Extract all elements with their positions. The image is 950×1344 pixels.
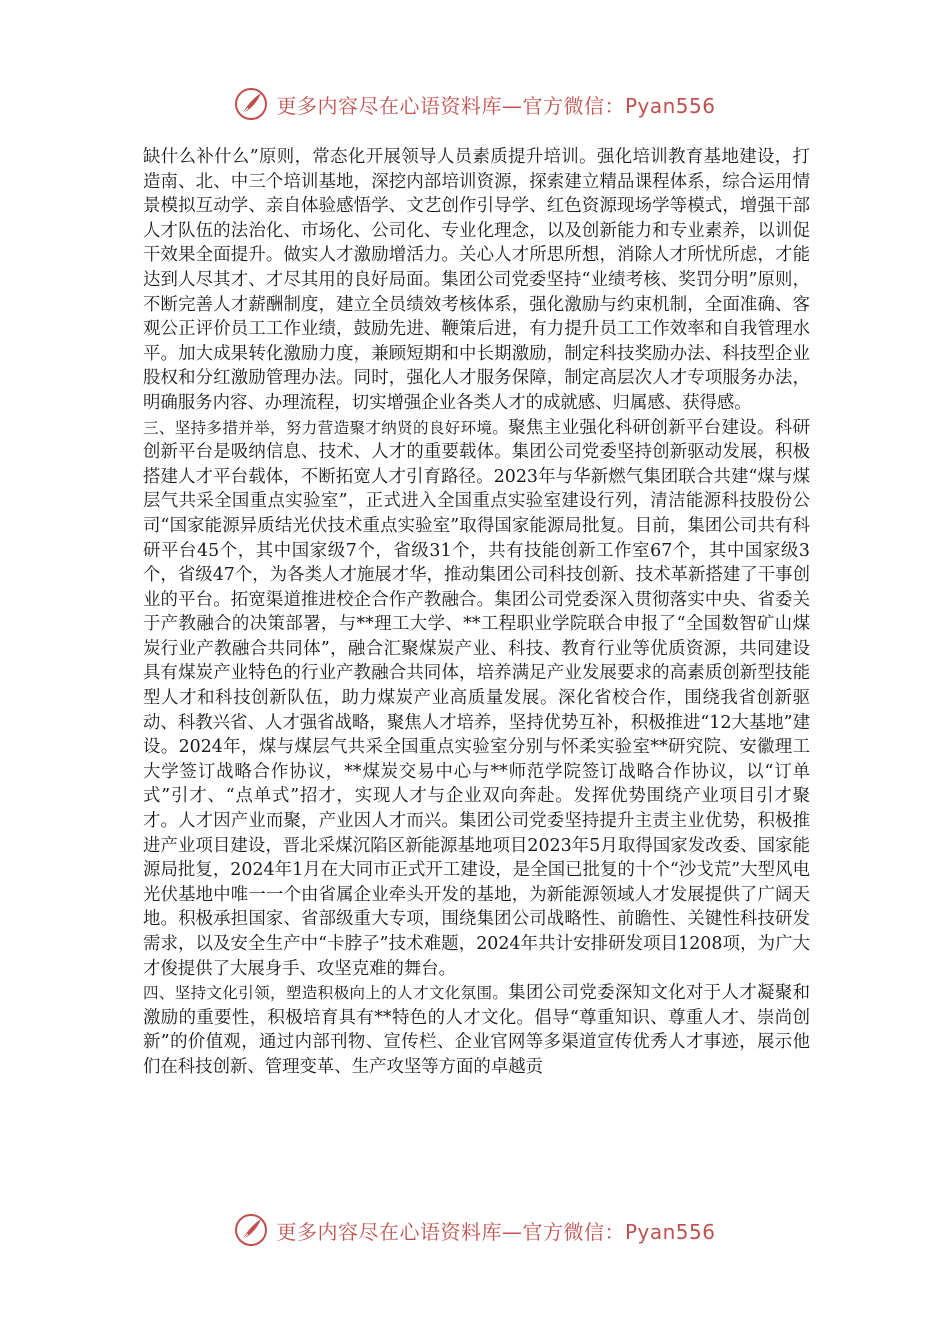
section-4-heading: 四、坚持文化引领，塑造积极向上的人才文化氛围。 bbox=[143, 984, 509, 1003]
paragraph-talent-incentive: 缺什么补什么”原则，常态化开展领导人员素质提升培训。强化培训教育基地建设，打造南、北、中三个培训基地，深挖内部培训资源，探索建立精品课程体系，综合运用情景模拟互动学、亲自体验感悟学、文艺创作引导学、红色资源现场学等模式，增强干部人才队伍的法治化、市场化、公司化、专业化理念，以及创新能力和专业素养，以训促干效果全面提升。做实人才激励增活力。关心人才所思所想，消除人才所忧所虑，才能达到人尽其才、才尽其用的良好局面。集团公司党委坚持“业绩考核、奖罚分明”原则，不断完善人才薪酬制度，建立全员绩效考核体系，强化激励与约束机制，全面准确、客观公正评价员工工作业绩，鼓励先进、鞭策后进，有力提升员工工作效率和自我管理水平。加大成果转化激励力度，兼顾短期和中长期激励，制定科技奖励办法、科技型企业股权和分红激励管理办法。同时，强化人才服务保障，制定高层次人才专项服务办法，明确服务内容、办理流程，切实增强企业各类人才的成就感、归属感、获得感。 bbox=[143, 147, 810, 413]
quill-pen-logo-icon bbox=[234, 1213, 268, 1247]
quill-pen-logo-icon bbox=[234, 87, 268, 121]
watermark-text: 更多内容尽在心语资料库—官方微信：Pyan556 bbox=[276, 93, 716, 118]
watermark-text: 更多内容尽在心语资料库—官方微信：Pyan556 bbox=[276, 1219, 716, 1244]
section-4 bbox=[143, 981, 810, 1079]
footer-watermark bbox=[0, 1208, 950, 1252]
section-3-text: 聚焦主业强化科研创新平台建设。科研创新平台是吸纳信息、技术、人才的重要载体。集团公司党委坚持创新驱动发展，积极搭建人才平台载体，不断拓宽人才引育路径。2023年与华新燃气集团联合共建“煤与煤层气共采全国重点实验室”，正式进入全国重点实验室建设行列，清洁能源科技股份公司“国家能源异质结光伏技术重点实验室”取得国家能源局批复。目前，集团公司共有科研平台45个，其中国家级7个，省级31个，共有技能创新工作室67个，其中国家级3个，省级47个，为各类人才施展才华，推动集团公司科技创新、技术革新搭建了干事创业的平台。拓宽渠道推进校企合作产教融合。集团公司党委深入贯彻落实中央、省委关于产教融合的决策部署，与**理工大学、**工程职业学院联合申报了“全国数智矿山煤炭行业产教融合共同体”，融合汇聚煤炭产业、科技、教育行业等优质资源，共同建设具有煤炭产业特色的行业产教融合共同体，培养满足产业发展要求的高素质创新型技能型人才和科技创新队伍，助力煤炭产业高质量发展。深化省校合作，围绕我省创新驱动、科教兴省、人才强省战略，聚焦人才培养，坚持优势互补，积极推进“12大基地”建设。2024年，煤与煤层气共采全国重点实验室分别与怀柔实验室**研究院、安徽理工大学签订战略合作协议，**煤炭交易中心与**师范学院签订战略合作协议，以“订单式”引才、“点单式”招才，实现人才与企业双向奔赴。发挥优势围绕产业项目引才聚才。人才因产业而聚，产业因人才而兴。集团公司党委坚持提升主责主业优势，积极推进产业项目建设，晋北采煤沉陷区新能源基地项目2023年5月取得国家发改委、国家能源局批复，2024年1月在大同市正式开工建设，是全国已批复的十个“沙戈荒”大型风电光伏基地中唯一一个由省属企业牵头开发的基地，为新能源领域人才发展提供了广阔天地。积极承担国家、省部级重大专项，围绕集团公司战略性、前瞻性、关键性科技研发需求，以及安全生产中“卡脖子”技术难题，2024年共计安排研发项目1208项，为广大才俊提供了大展身手、攻坚克难的舞台。 bbox=[143, 417, 810, 979]
header-watermark bbox=[0, 82, 950, 126]
section-3 bbox=[143, 416, 810, 982]
section-3-heading: 三、坚持多措并举，努力营造聚才纳贤的良好环境。 bbox=[143, 418, 509, 437]
document-body bbox=[143, 145, 810, 1080]
section-4-text: 集团公司党委深知文化对于人才凝聚和激励的重要性，积极培育具有**特色的人才文化。倡导“尊重知识、尊重人才、崇尚创新”的价值观，通过内部刊物、宣传栏、企业官网等多渠道宣传优秀人才事迹，展示他们在科技创新、管理变革、生产攻坚等方面的卓越贡 bbox=[143, 983, 810, 1077]
